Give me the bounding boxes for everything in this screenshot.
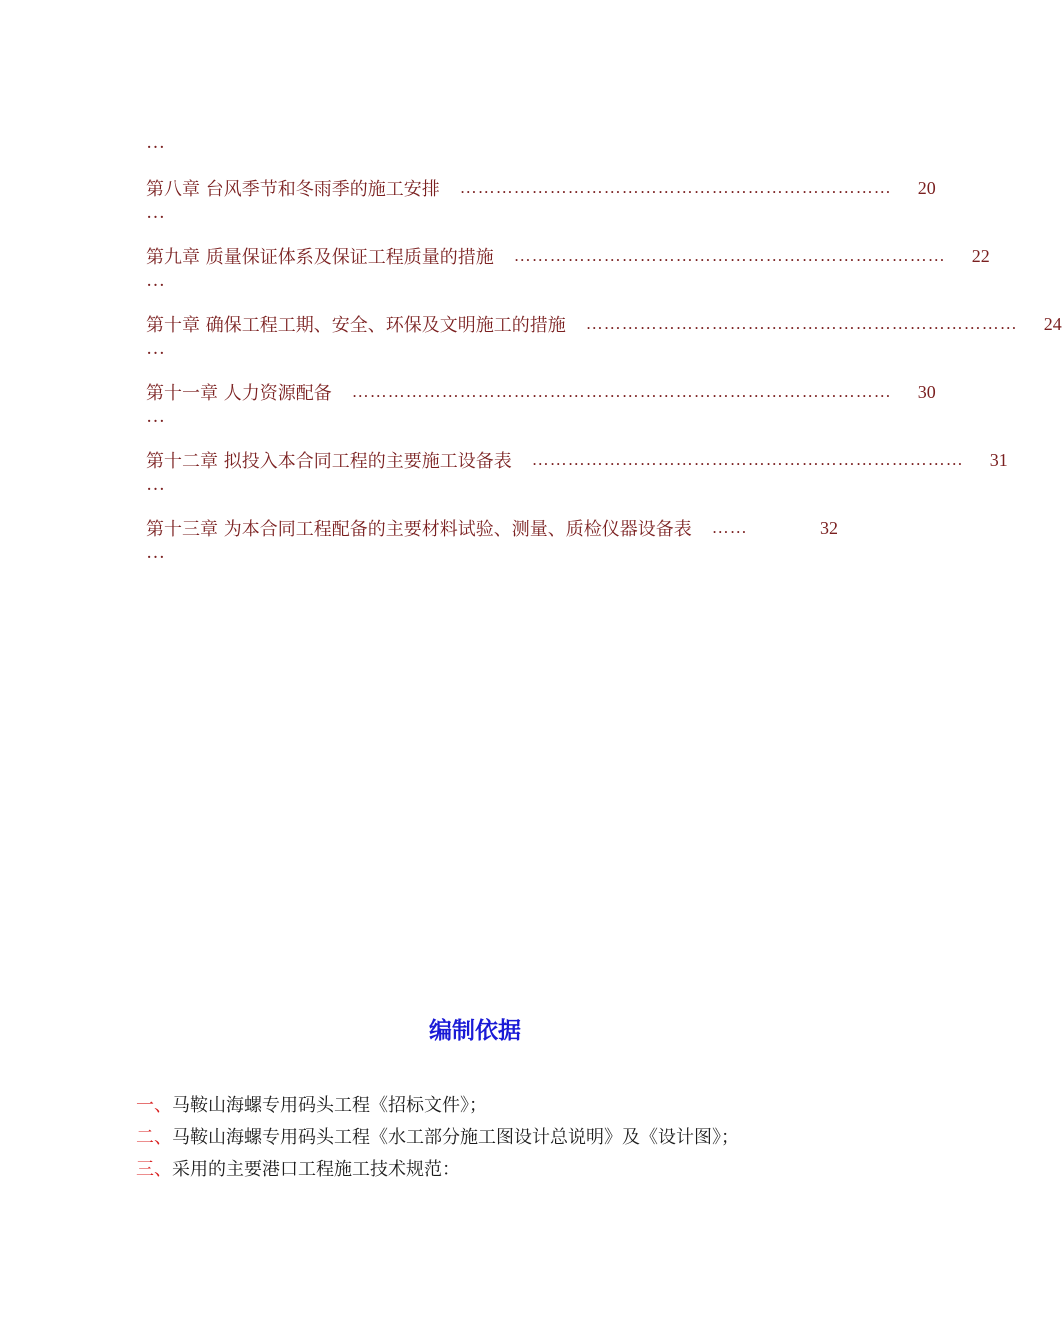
toc-line: [146, 446, 1008, 474]
compilation-basis-list: [136, 1088, 856, 1184]
toc-line: [146, 242, 990, 270]
basis-item-number: 一、: [136, 1095, 172, 1116]
basis-item-number: 二、: [136, 1127, 172, 1148]
toc-line: [146, 174, 936, 202]
toc-lead-continuation: …: [146, 132, 166, 153]
basis-item: [136, 1120, 856, 1152]
toc-continuation: …: [146, 406, 166, 427]
basis-item-number: 三、: [136, 1159, 172, 1180]
table-of-contents: [146, 174, 1062, 582]
toc-continuation: …: [146, 542, 166, 563]
toc-line: [146, 514, 838, 542]
toc-entry-chapter-13[interactable]: [146, 514, 838, 582]
toc-leader: ……: [711, 518, 748, 537]
toc-title: 第九章 质量保证体系及保证工程质量的措施: [146, 247, 494, 268]
toc-page-number: 30: [917, 381, 936, 402]
toc-title: 第十二章 拟投入本合同工程的主要施工设备表: [146, 451, 512, 472]
toc-leader: ………………………………………………………………: [585, 314, 1018, 333]
basis-item: [136, 1152, 856, 1184]
toc-line: [146, 378, 936, 406]
toc-continuation: …: [146, 202, 166, 223]
toc-continuation: …: [146, 338, 166, 359]
basis-item-text: 马鞍山海螺专用码头工程《招标文件》；: [172, 1095, 487, 1116]
toc-leader: ………………………………………………………………: [513, 246, 946, 265]
toc-title: 第十章 确保工程工期、安全、环保及文明施工的措施: [146, 315, 566, 336]
basis-item-text: 马鞍山海螺专用码头工程《水工部分施工图设计总说明》及《设计图》；: [172, 1127, 739, 1148]
toc-line: [146, 310, 1062, 338]
toc-entry-chapter-9[interactable]: [146, 242, 990, 310]
toc-title: 第十一章 人力资源配备: [146, 383, 332, 404]
toc-leader: ………………………………………………………………: [531, 450, 964, 469]
toc-page-number: 22: [971, 245, 990, 266]
toc-page-number: 32: [820, 517, 838, 538]
toc-title: 第十三章 为本合同工程配备的主要材料试验、测量、质检仪器设备表: [146, 519, 692, 540]
toc-entry-chapter-10[interactable]: [146, 310, 1062, 378]
basis-item-text: 采用的主要港口工程施工技术规范：: [172, 1159, 460, 1180]
toc-leader: ………………………………………………………………: [459, 178, 892, 197]
toc-entry-chapter-8[interactable]: [146, 174, 936, 242]
toc-entry-chapter-11[interactable]: [146, 378, 936, 446]
toc-page-number: 24: [1043, 313, 1062, 334]
toc-title: 第八章 台风季节和冬雨季的施工安排: [146, 179, 440, 200]
toc-continuation: …: [146, 474, 166, 495]
toc-continuation: …: [146, 270, 166, 291]
basis-item: [136, 1088, 856, 1120]
toc-page-number: 20: [917, 177, 936, 198]
toc-page-number: 31: [989, 449, 1008, 470]
section-title: 编制依据: [429, 1018, 521, 1044]
toc-entry-chapter-12[interactable]: [146, 446, 1008, 514]
toc-leader: ………………………………………………………………………………: [351, 382, 892, 401]
